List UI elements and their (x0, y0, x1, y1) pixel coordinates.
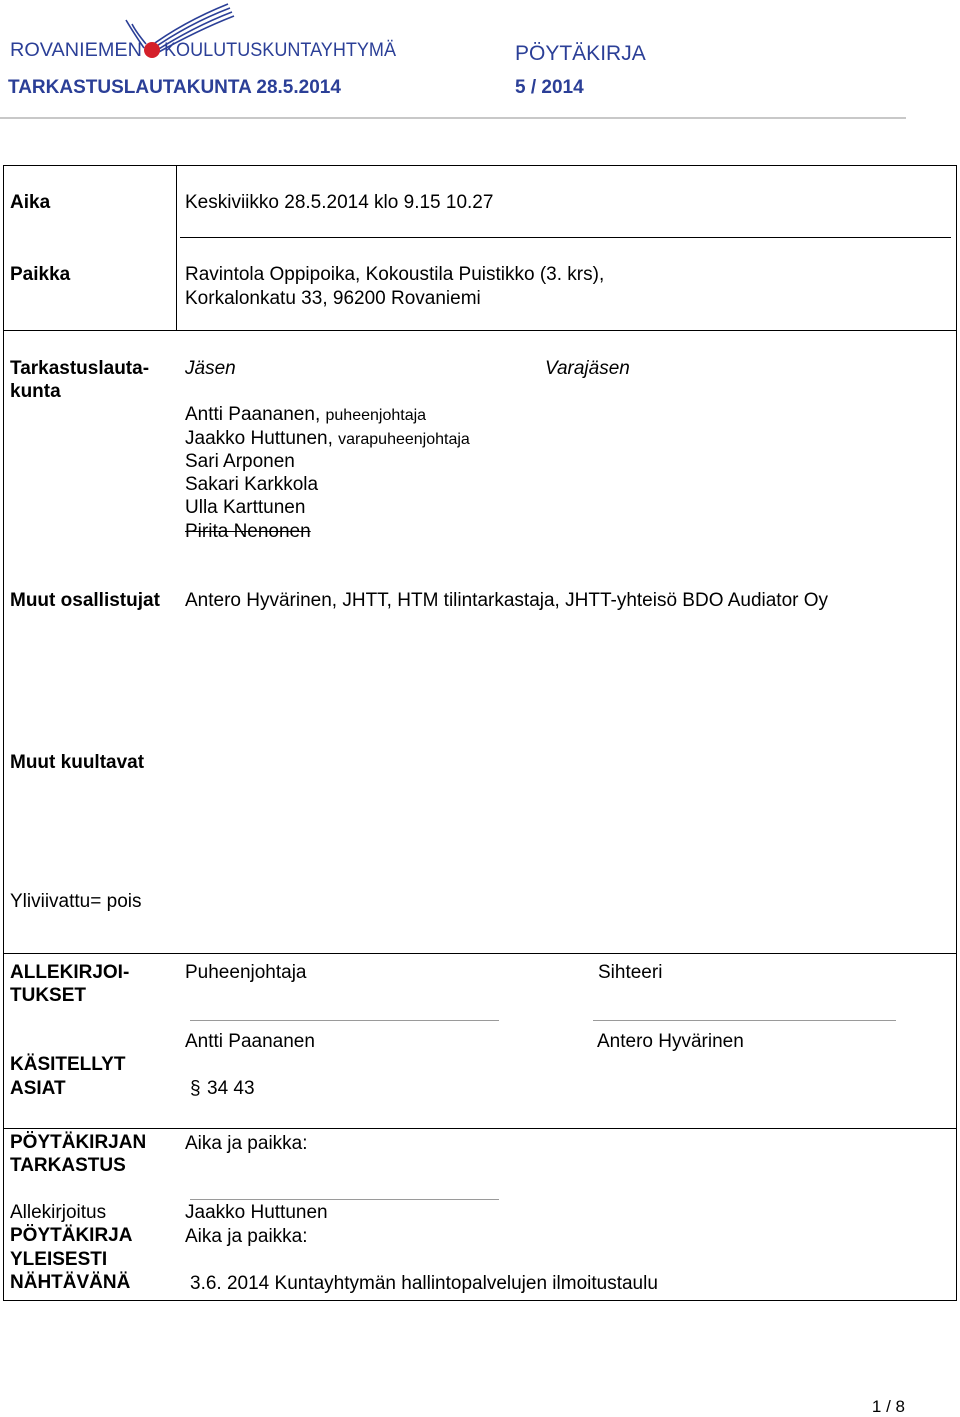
other-participants-label: Muut osallistujat (10, 590, 160, 611)
other-participants-value: Antero Hyvärinen, JHTT, HTM tilintarkastaja, JHTT-yhteisö BDO Audiator Oy (185, 590, 829, 611)
public-time-place: Aika ja paikka: (185, 1226, 308, 1247)
secretary-signature-line (593, 1020, 896, 1021)
member-name: Antti Paananen, (185, 404, 321, 425)
handled-label-line-1: KÄSITELLYT (10, 1054, 126, 1075)
place-label: Paikka (10, 264, 71, 285)
member-role: puheenjohtaja (325, 407, 427, 424)
row-divider (180, 237, 951, 238)
svg-text:KOULUTUSKUNTAYHTYMÄ: KOULUTUSKUNTAYHTYMÄ (164, 40, 397, 61)
time-label: Aika (10, 192, 51, 213)
member-name: Jaakko Huttunen, (185, 428, 333, 449)
signatures-label-line-2: TUKSET (10, 985, 86, 1006)
column-divider (176, 165, 177, 330)
place-line-1: Ravintola Oppipoika, Kokoustila Puistikko (3. krs), (185, 264, 605, 285)
svg-text:ROVANIEMEN: ROVANIEMEN (10, 40, 142, 61)
member-name: Ulla Karttunen (185, 497, 306, 518)
list-item (185, 520, 311, 543)
public-label-line-2: YLEISESTI (10, 1249, 108, 1270)
signature-label: Allekirjoitus (10, 1202, 107, 1223)
list-item (185, 450, 295, 473)
row-divider (3, 1128, 957, 1129)
public-label-line-3: NÄHTÄVÄNÄ (10, 1272, 131, 1293)
other-heard-label: Muut kuultavat (10, 752, 145, 773)
row-divider (3, 953, 957, 954)
table-border-top (3, 165, 957, 166)
member-name: Sakari Karkkola (185, 474, 319, 495)
member-column-header: Jäsen (185, 358, 236, 379)
handled-sections: 34 43 (207, 1078, 255, 1099)
page-number: 1 / 8 (871, 1397, 905, 1416)
deputy-column-header: Varajäsen (545, 358, 630, 379)
public-label-line-1: PÖYTÄKIRJA (10, 1225, 133, 1246)
chair-signature-line (190, 1020, 499, 1021)
table-border-left (3, 165, 4, 1300)
member-name: Sari Arponen (185, 451, 295, 472)
reviewer-signature-line (190, 1199, 499, 1200)
organization-logo (8, 2, 398, 66)
section-sign: § (190, 1078, 201, 1099)
board-and-date: TARKASTUSLAUTAKUNTA 28.5.2014 (8, 77, 341, 98)
reviewer-name: Jaakko Huttunen (185, 1202, 328, 1223)
chair-name: Antti Paananen (185, 1031, 315, 1052)
list-item (185, 473, 318, 496)
time-value: Keskiviikko 28.5.2014 klo 9.15 10.27 (185, 192, 494, 213)
handled-label-line-2: ASIAT (10, 1078, 66, 1099)
review-label-line-2: TARKASTUS (10, 1155, 126, 1176)
chair-title: Puheenjohtaja (185, 962, 307, 983)
document-type: PÖYTÄKIRJA (515, 42, 646, 65)
list-item (185, 496, 305, 519)
board-label-line-1: Tarkastuslauta- (10, 358, 150, 379)
document-number: 5 / 2014 (515, 77, 584, 98)
secretary-title: Sihteeri (598, 962, 663, 983)
table-border-bottom (3, 1300, 957, 1301)
secretary-name: Antero Hyvärinen (597, 1031, 744, 1052)
signatures-label-line-1: ALLEKIRJOI- (10, 962, 130, 983)
row-divider (3, 330, 957, 331)
table-border-right (956, 165, 957, 1300)
header-divider (0, 117, 906, 119)
public-display-value: 3.6. 2014 Kuntayhtymän hallintopalvelujen ilmoitustaulu (190, 1273, 658, 1294)
member-role: varapuheenjohtaja (338, 431, 470, 448)
list-item (185, 427, 470, 451)
review-time-place: Aika ja paikka: (185, 1133, 308, 1154)
review-label-line-1: PÖYTÄKIRJAN (10, 1132, 147, 1153)
member-name: Pirita Nenonen (185, 521, 311, 542)
board-label-line-2: kunta (10, 381, 61, 402)
place-line-2: Korkalonkatu 33, 96200 Rovaniemi (185, 288, 481, 309)
list-item (185, 403, 426, 427)
strikethrough-legend: Yliviivattu= pois (10, 891, 142, 912)
